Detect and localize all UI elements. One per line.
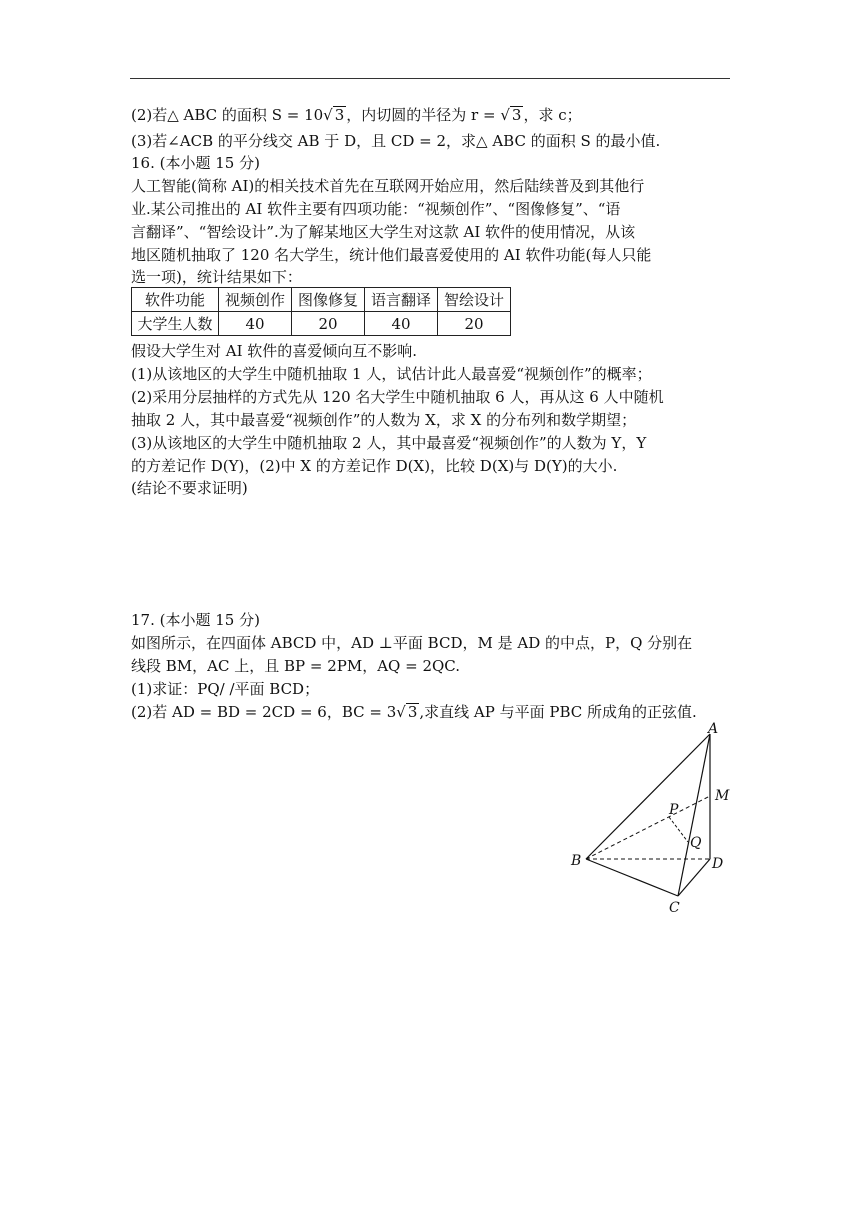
q16-part2-line-2: 抽取 2 人，其中最喜爱“视频创作”的人数为 X，求 X 的分布列和数学期望；: [131, 411, 637, 429]
table-cell: 20: [292, 312, 365, 336]
edge-ac: [678, 734, 710, 896]
q17-part2: (2)若 AD = BD = 2CD = 6，BC = 3√ 3 ,求直线 AP 与平面 PBC 所成角的正弦值.: [131, 703, 697, 721]
q16-part3-line-2: 的方差记作 D(Y)，(2)中 X 的方差记作 D(X)，比较 D(X)与 D(Y)的大小.: [131, 457, 618, 475]
table-cell: 40: [365, 312, 438, 336]
q17-header: 17. (本小题 15 分): [131, 611, 260, 629]
table-header-cell: 软件功能: [132, 288, 219, 312]
q16-assumption: 假设大学生对 AI 软件的喜爱倾向互不影响.: [131, 342, 418, 360]
table-header-cell: 图像修复: [292, 288, 365, 312]
q16-intro-line-5: 选一项)，统计结果如下：: [131, 268, 302, 286]
q16-note: (结论不要求证明): [131, 479, 248, 497]
table-row: [132, 312, 511, 336]
table-header-cell: 视频创作: [219, 288, 292, 312]
table-cell: 40: [219, 312, 292, 336]
segment-pq: [669, 817, 688, 842]
q16-part3-line-1: (3)从该地区的大学生中随机抽取 2 人，其中最喜爱“视频创作”的人数为 Y，Y: [131, 434, 647, 452]
q16-part1: (1)从该地区的大学生中随机抽取 1 人，试估计此人最喜爱“视频创作”的概率；: [131, 365, 652, 383]
q15-part2: (2)若△ ABC 的面积 S = 10√ 3 ，内切圆的半径为 r = √ 3 ，求 c；: [131, 106, 582, 124]
label-m: M: [715, 788, 730, 804]
q16-stats-table: [131, 287, 511, 336]
table-cell: 20: [438, 312, 511, 336]
q15-part3: (3)若∠ACB 的平分线交 AB 于 D，且 CD = 2，求△ ABC 的面积 S 的最小值.: [131, 132, 661, 150]
header-rule: [130, 78, 730, 79]
label-b: B: [571, 853, 582, 869]
label-q: Q: [690, 835, 702, 851]
table-header-cell: 语言翻译: [365, 288, 438, 312]
label-c: C: [669, 900, 680, 916]
label-p: P: [669, 802, 679, 818]
edge-cd: [678, 859, 710, 896]
tetrahedron-figure: [560, 720, 750, 920]
q16-part2-line-1: (2)采用分层抽样的方式先从 120 名大学生中随机抽取 6 人，再从这 6 人中随机: [131, 388, 664, 406]
label-a: A: [708, 721, 719, 737]
q17-body-line-1: 如图所示，在四面体 ABCD 中，AD ⊥平面 BCD，M 是 AD 的中点，P，Q 分别在: [131, 634, 693, 652]
table-header-cell: 智绘设计: [438, 288, 511, 312]
q17-body-line-2: 线段 BM，AC 上，且 BP = 2PM，AQ = 2QC.: [131, 657, 460, 675]
label-d: D: [712, 856, 724, 872]
edge-bc: [586, 859, 678, 896]
q16-header: 16. (本小题 15 分): [131, 154, 260, 172]
q17-part1: (1)求证：PQ/ /平面 BCD；: [131, 680, 320, 698]
q16-intro-line-1: 人工智能(简称 AI)的相关技术首先在互联网开始应用，然后陆续普及到其他行: [131, 177, 645, 195]
table-header-row: [132, 288, 511, 312]
table-cell: 大学生人数: [132, 312, 219, 336]
q16-intro-line-3: 言翻译”、“智绘设计”.为了解某地区大学生对这款 AI 软件的使用情况，从该: [131, 223, 636, 241]
q16-intro-line-4: 地区随机抽取了 120 名大学生，统计他们最喜爱使用的 AI 软件功能(每人只能: [131, 246, 652, 264]
q16-intro-line-2: 业.某公司推出的 AI 软件主要有四项功能：“视频创作”、“图像修复”、“语: [131, 200, 621, 218]
